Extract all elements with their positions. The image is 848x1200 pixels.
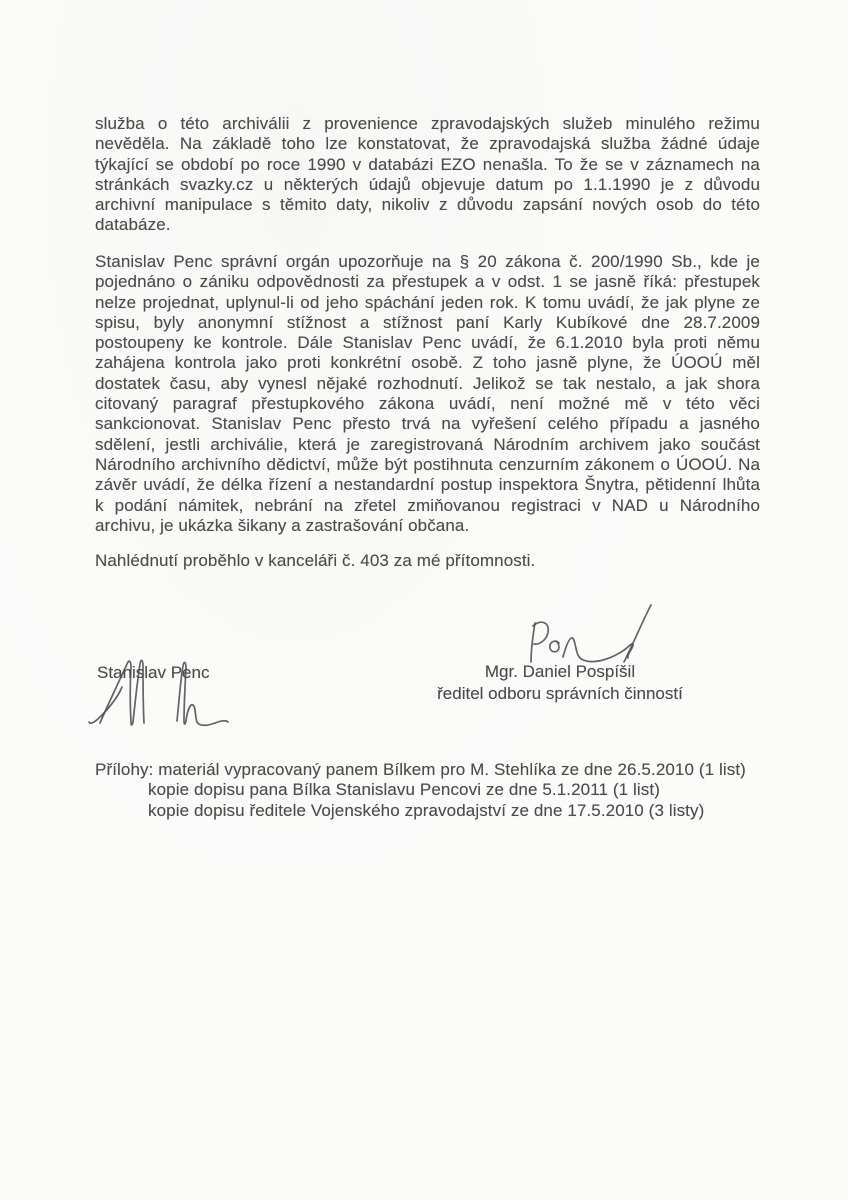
text-line: služba o této archiválii z provenience zpravodajských služeb minulého režimu xyxy=(95,114,760,133)
handwritten-signature-pospisil xyxy=(518,596,660,666)
attachments-list xyxy=(95,760,760,821)
text-line: Stanislav Penc správní orgán upozorňuje na § 20 zákona č. 200/1990 Sb., kde je xyxy=(95,252,760,271)
text-line: dostatek času, aby vynesl nějaké rozhodnutí. Jelikož se tak nestalo, a jak shora xyxy=(95,373,760,393)
text-line: archivu, je ukázka šikany a zastrašování občana. xyxy=(95,515,470,535)
handwritten-signature-penc xyxy=(80,645,240,735)
signatory-block-right xyxy=(437,661,683,705)
attachment-item: kopie dopisu ředitele Vojenského zpravodajství ze dne 17.5.2010 (3 listy) xyxy=(148,800,705,820)
text-line: archivní manipulace s těmito daty, nikoliv z důvodu zapsání nových osob do této xyxy=(95,195,760,215)
attachments-label: Přílohy: xyxy=(95,760,154,779)
text-line: spisu, byly anonymní stížnost a stížnost paní Karly Kubíkové dne 28.7.2009 xyxy=(95,312,760,332)
paragraph-continuation xyxy=(95,114,760,236)
text-line: Nahlédnutí proběhlo v kanceláři č. 403 za mé přítomnosti. xyxy=(95,551,536,570)
signatory-name-right: Mgr. Daniel Pospíšil xyxy=(484,662,636,681)
text-line: stránkách svazky.cz u některých údajů objevuje datum po 1.1.1990 je z důvodu xyxy=(95,174,760,194)
text-line: sankcionovat. Stanislav Penc přesto trvá na vyřešení celého případu a jasného xyxy=(95,414,760,434)
paragraph-legal-argument xyxy=(95,252,760,536)
text-line: sdělení, jestli archiválie, která je zaregistrovaná Národním archivem jako součást xyxy=(95,434,760,454)
text-line: nelze projednat, uplynul-li od jeho spáchání jeden rok. K tomu uvádí, že jak plyne ze xyxy=(95,292,760,312)
attachment-item: materiál vypracovaný panem Bílkem pro M. Stehlíka ze dne 26.5.2010 (1 list) xyxy=(158,760,746,779)
paragraph-inspection-note xyxy=(95,551,760,571)
attachment-item: kopie dopisu pana Bílka Stanislavu Pencovi ze dne 5.1.2011 (1 list) xyxy=(148,780,660,800)
text-line: citovaný paragraf přestupkového zákona uvádí, není možné mě v této věci xyxy=(95,394,760,414)
text-line: databáze. xyxy=(95,215,171,235)
text-line: k podání námitek, nebrání na zřetel zmiňovanou registraci v NAD u Národního xyxy=(95,495,760,515)
text-line: Národního archivního dědictví, může být postihnuta cenzurním zákonem o ÚOOÚ. Na xyxy=(95,454,760,474)
signatory-title-right: ředitel odboru správních činností xyxy=(437,684,683,703)
signatory-name-left: Stanislav Penc xyxy=(97,663,210,682)
text-line: nevěděla. Na základě toho lze konstatovat, že zpravodajská služba žádné údaje xyxy=(95,134,760,154)
text-line: pojednáno o zániku odpovědnosti za přestupek a v odst. 1 se jasně říká: přestupek xyxy=(95,272,760,292)
text-line: závěr uvádí, že délka řízení a nestandardní postup inspektora Šnytra, pětidenní lhůta xyxy=(95,475,760,495)
text-line: zahájena kontrola jako proti konkrétní osobě. Z toho jasně plyne, že ÚOOÚ měl xyxy=(95,353,760,373)
attachment-line xyxy=(95,760,760,780)
text-line: postoupeny ke kontrole. Dále Stanislav Penc uvádí, že 6.1.2010 byla proti němu xyxy=(95,333,760,353)
text-line: týkající se období po roce 1990 v databázi EZO nenašla. To že se v záznamech na xyxy=(95,154,760,174)
